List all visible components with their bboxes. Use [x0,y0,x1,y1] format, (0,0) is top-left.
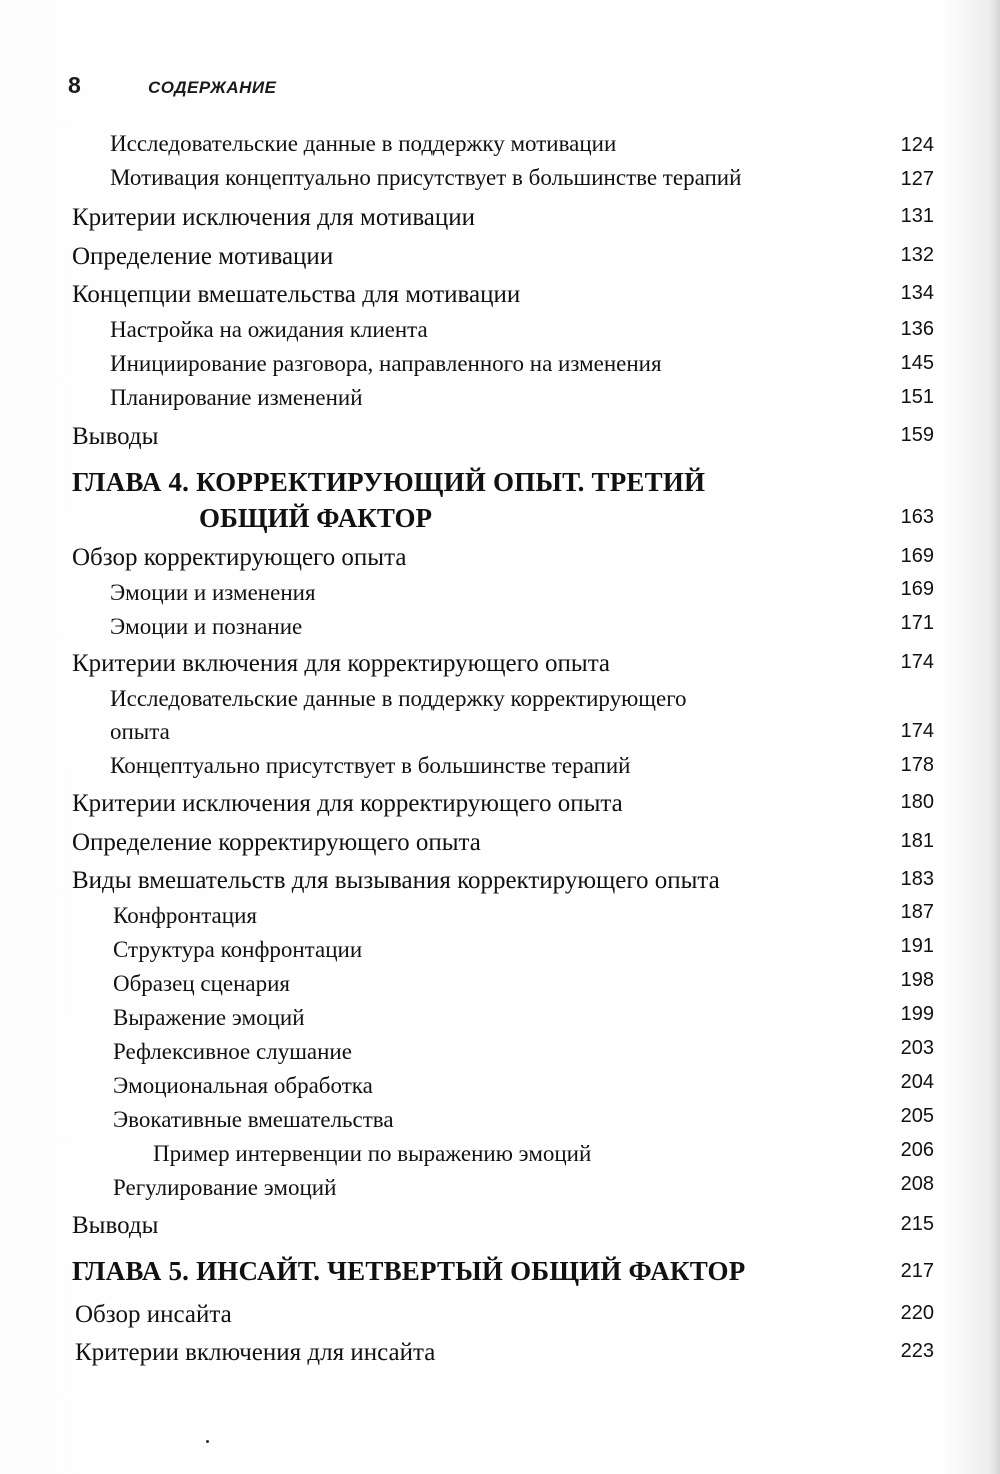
toc-entry-page: 151 [900,386,934,408]
toc-entry-title: Мотивация концептуально присутствует в большинстве терапий [110,165,742,190]
toc-entry-page: 159 [900,424,934,446]
toc-entry-title: Определение корректирующего опыта [72,829,481,856]
toc-entry-title: опыта [110,719,170,744]
toc-entry-page: 134 [900,282,934,304]
toc-entry-title: Выражение эмоций [113,1005,305,1030]
toc-entry-title: Критерии исключения для мотивации [72,204,476,231]
toc-entry-page: 180 [900,791,934,813]
toc-entry-title: Критерии включения для корректирующего опыта [72,650,611,677]
toc-entry-title: Исследовательские данные в поддержку мотивации [110,131,617,156]
toc-entry-title: Эвокативные вмешательства [113,1107,394,1132]
toc-entry-page: 203 [900,1037,934,1059]
toc-entry-title: Выводы [72,423,159,450]
toc-entry-page: 136 [900,318,934,340]
toc-entry-page: 131 [900,205,934,227]
toc-entry-page: 127 [900,168,934,190]
toc-entry-page: 124 [900,134,934,156]
toc-entry-title: Концептуально присутствует в большинстве терапий [110,753,631,778]
toc-entry-page: 169 [900,545,934,567]
toc-entry-page: 145 [900,352,934,374]
toc-entry-title: Исследовательские данные в поддержку корректирующего [110,686,687,711]
toc-entry-page: 205 [900,1105,934,1127]
toc-entry-title: Структура конфронтации [113,937,363,962]
toc-entry-page: 178 [900,754,934,776]
toc-entry-title: Настройка на ожидания клиента [110,317,428,342]
toc-entry-title: Критерии включения для инсайта [75,1339,436,1366]
toc-entry-page: 163 [900,506,934,528]
paper-speck [206,1440,209,1443]
toc-entry-title: Концепции вмешательства для мотивации [72,281,521,308]
page-number: 8 [68,72,81,98]
toc-entry-title: Конфронтация [113,903,257,928]
toc-entry-title: Рефлексивное слушание [113,1039,352,1064]
toc-entry-page: 208 [900,1173,934,1195]
toc-entry-page: 199 [900,1003,934,1025]
toc-entry-title: Эмоциональная обработка [113,1073,373,1098]
toc-entry-title: Эмоции и изменения [110,580,316,605]
toc-entry-page: 181 [900,830,934,852]
toc-entry-page: 191 [900,935,934,957]
toc-entry-title: Планирование изменений [110,385,363,410]
toc-entry-page: 206 [900,1139,934,1161]
toc-entry-page: 169 [900,578,934,600]
toc-entry-title: Определение мотивации [72,243,334,270]
chapter-title: ГЛАВА 5. ИНСАЙТ. ЧЕТВЕРТЫЙ ОБЩИЙ ФАКТОР [72,1256,746,1286]
toc-entry-title: Инициирование разговора, направленного на изменения [110,351,662,376]
toc-entry-title: Обзор корректирующего опыта [72,544,407,571]
section-title: СОДЕРЖАНИЕ [148,78,277,97]
toc-entry-page: 174 [900,720,934,742]
toc-entry-title: Виды вмешательств для вызывания корректирующего опыта [72,867,720,894]
toc-entry-page: 204 [900,1071,934,1093]
chapter-title: ГЛАВА 4. КОРРЕКТИРУЮЩИЙ ОПЫТ. ТРЕТИЙ [72,467,706,497]
toc-entry-title: Критерии исключения для корректирующего опыта [72,790,623,817]
toc-entry-page: 220 [900,1302,934,1324]
toc-entry-title: Регулирование эмоций [113,1175,337,1200]
toc-entry-title: Обзор инсайта [75,1301,232,1328]
toc-entry-page: 132 [900,244,934,266]
toc-entry-page: 174 [900,651,934,673]
toc-entry-title: Образец сценария [113,971,291,996]
toc-entry-page: 171 [900,612,934,634]
toc-entry-title: Эмоции и познание [110,614,303,639]
toc-entry-page: 215 [900,1213,934,1235]
chapter-title: ОБЩИЙ ФАКТОР [199,503,432,533]
toc-entry-title: Пример интервенции по выражению эмоций [153,1141,592,1166]
toc-entry-page: 217 [900,1260,934,1282]
toc-entry-page: 187 [900,901,934,923]
toc-entry-page: 223 [900,1340,934,1362]
running-header [68,72,276,99]
toc-entry-title: Выводы [72,1212,159,1239]
toc-entry-page: 198 [900,969,934,991]
toc-entry-page: 183 [900,868,934,890]
page-edge-shadow [990,0,1000,1474]
